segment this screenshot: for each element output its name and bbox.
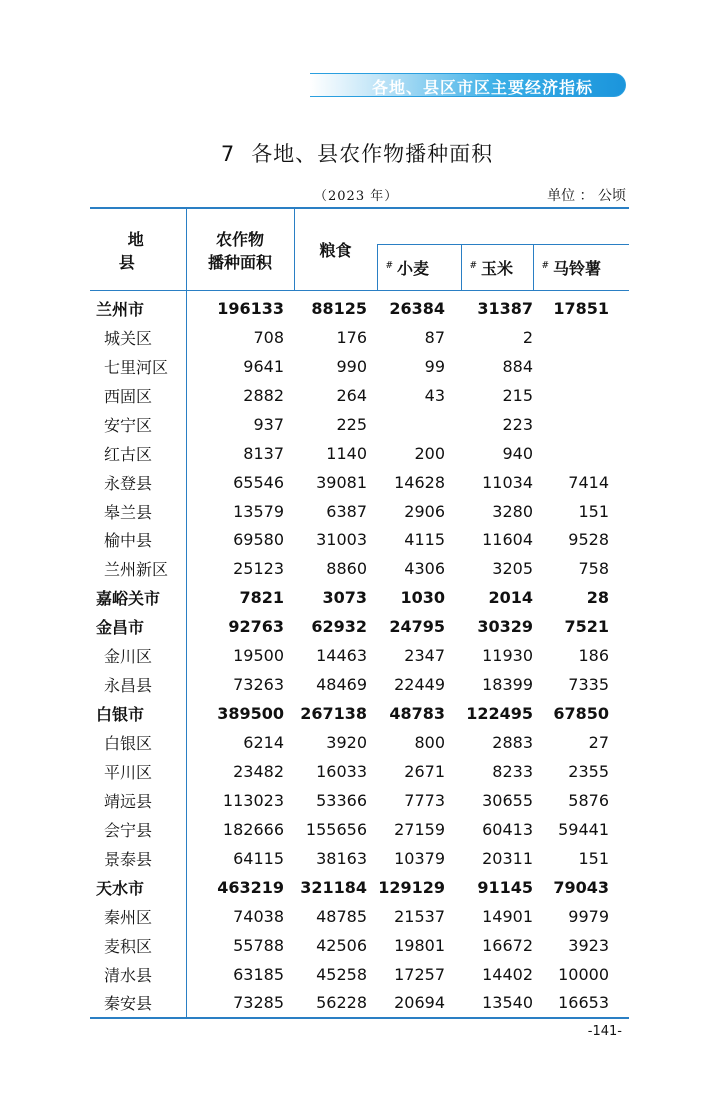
cell-potato: 5876 — [568, 790, 609, 810]
cell-area: 9641 — [186, 352, 294, 381]
cell-grain: 267138 — [300, 704, 367, 724]
cell-grain: 14463 — [316, 646, 367, 666]
table-row — [90, 757, 629, 786]
cell-wheat: 2906 — [404, 501, 445, 521]
region-name: 白银市 — [96, 705, 145, 725]
cell-wheat: 14628 — [394, 472, 445, 492]
region-name: 景泰县 — [104, 849, 153, 869]
cell-area: 13579 — [186, 497, 294, 526]
cell-potato: 151 — [578, 848, 609, 868]
region-name: 红古区 — [104, 444, 153, 464]
cell-grain: 53366 — [316, 790, 367, 810]
cell-grain: 88125 — [311, 298, 367, 318]
cell-potato — [533, 381, 629, 410]
region-name: 榆中县 — [104, 531, 153, 551]
table-row — [90, 352, 629, 381]
cell-wheat: 17257 — [394, 964, 445, 984]
cell-grain: 8860 — [326, 559, 367, 579]
table-row — [90, 291, 629, 323]
cell-grain: 31003 — [316, 530, 367, 550]
cell-potato: 79043 — [553, 877, 609, 897]
region-name: 会宁县 — [104, 820, 153, 840]
cell-wheat: 24795 — [389, 617, 445, 637]
cell-potato: 59441 — [558, 819, 609, 839]
cell-wheat — [377, 410, 461, 439]
cell-wheat: 27159 — [394, 819, 445, 839]
cell-grain: 48469 — [316, 675, 367, 695]
table-row — [90, 873, 629, 902]
region-name: 皋兰县 — [104, 502, 153, 522]
table-row — [90, 989, 629, 1019]
unit-note: 单位 ： 公顷 — [547, 188, 626, 204]
cell-wheat: 4115 — [404, 530, 445, 550]
cell-corn: 16672 — [482, 935, 533, 955]
table-row — [90, 844, 629, 873]
cell-wheat: 48783 — [389, 704, 445, 724]
cell-potato: 17851 — [553, 298, 609, 318]
cell-corn: 8233 — [492, 761, 533, 781]
cell-area: 69580 — [186, 526, 294, 555]
region-name: 嘉峪关市 — [96, 589, 161, 609]
cell-area: 708 — [186, 323, 294, 352]
region-name: 白银区 — [104, 734, 153, 754]
region-name: 安宁区 — [104, 415, 153, 435]
cell-grain: 155656 — [305, 819, 367, 839]
cell-corn: 30655 — [482, 790, 533, 810]
cell-grain: 3920 — [326, 733, 367, 753]
cell-corn: 223 — [502, 414, 533, 434]
cell-potato: 7521 — [564, 617, 609, 637]
cell-wheat: 87 — [424, 327, 445, 347]
region-name: 秦安县 — [90, 989, 186, 1019]
table-row — [90, 902, 629, 931]
cell-potato: 9528 — [568, 530, 609, 550]
region-name: 麦积区 — [104, 936, 153, 956]
cell-corn: 884 — [502, 356, 533, 376]
cell-corn: 91145 — [477, 877, 533, 897]
cell-grain: 45258 — [316, 964, 367, 984]
cell-area: 23482 — [186, 757, 294, 786]
cell-wheat: 200 — [414, 443, 445, 463]
cell-area: 64115 — [186, 844, 294, 873]
cell-wheat: 21537 — [394, 906, 445, 926]
page-title — [0, 138, 714, 168]
cell-corn: 30329 — [477, 617, 533, 637]
region-name: 城关区 — [104, 328, 153, 348]
cell-grain: 39081 — [316, 472, 367, 492]
table-row — [90, 786, 629, 815]
cell-grain: 16033 — [316, 761, 367, 781]
cell-area: 65546 — [186, 468, 294, 497]
table-row — [90, 439, 629, 468]
cell-area: 25123 — [186, 554, 294, 583]
cell-grain: 990 — [336, 356, 367, 376]
section-banner — [310, 73, 626, 97]
cell-wheat: 2347 — [404, 646, 445, 666]
cell-area: 19500 — [186, 641, 294, 670]
header-potato: # 马铃薯 — [533, 245, 629, 291]
cell-wheat: 7773 — [404, 790, 445, 810]
cell-corn: 11930 — [482, 646, 533, 666]
cell-grain: 48785 — [316, 906, 367, 926]
cell-potato: 2355 — [568, 761, 609, 781]
cell-potato: 7414 — [568, 472, 609, 492]
cell-corn: 215 — [502, 385, 533, 405]
cell-area: 92763 — [186, 612, 294, 641]
region-name: 平川区 — [104, 762, 153, 782]
cell-grain: 3073 — [322, 588, 367, 608]
cell-wheat: 43 — [424, 385, 445, 405]
cell-grain: 56228 — [294, 989, 377, 1019]
cell-area: 6214 — [186, 728, 294, 757]
cell-wheat: 2671 — [404, 761, 445, 781]
table-body — [90, 291, 629, 1019]
cell-area: 113023 — [186, 786, 294, 815]
cell-potato: 7335 — [568, 675, 609, 695]
table-row — [90, 526, 629, 555]
table-row — [90, 960, 629, 989]
cell-corn: 2 — [522, 327, 533, 347]
cell-potato: 3923 — [568, 935, 609, 955]
cell-area: 2882 — [186, 381, 294, 410]
cell-grain: 321184 — [300, 877, 367, 897]
cell-corn: 20311 — [482, 848, 533, 868]
header-sown-area: 农作物 播种面积 — [186, 208, 294, 291]
cell-wheat: 129129 — [378, 877, 445, 897]
cell-potato: 10000 — [558, 964, 609, 984]
cell-corn: 3280 — [492, 501, 533, 521]
region-name: 靖远县 — [104, 791, 153, 811]
cell-potato: 758 — [578, 559, 609, 579]
table-row — [90, 497, 629, 526]
cell-wheat: 19801 — [394, 935, 445, 955]
cell-potato: 151 — [578, 501, 609, 521]
table-row — [90, 699, 629, 728]
header-grain: 粮食 — [294, 208, 377, 291]
cell-potato — [533, 323, 629, 352]
table-row — [90, 583, 629, 612]
cell-corn: 940 — [502, 443, 533, 463]
table-row — [90, 641, 629, 670]
table-row — [90, 468, 629, 497]
region-name: 天水市 — [96, 878, 145, 898]
year-note: （2023 年） — [314, 189, 399, 204]
cell-corn: 2883 — [492, 733, 533, 753]
cell-wheat: 10379 — [394, 848, 445, 868]
cell-grain: 1140 — [326, 443, 367, 463]
table-title: 各地、县农作物播种面积 — [251, 142, 494, 166]
cell-potato: 186 — [578, 646, 609, 666]
cell-potato — [533, 439, 629, 468]
cell-wheat: 800 — [414, 733, 445, 753]
cell-wheat: 26384 — [389, 298, 445, 318]
cell-corn: 3205 — [492, 559, 533, 579]
table-row — [90, 612, 629, 641]
table-row — [90, 815, 629, 844]
region-name: 永昌县 — [104, 676, 153, 696]
cell-corn: 14901 — [482, 906, 533, 926]
header-region: 地 县 — [90, 208, 186, 291]
cell-area: 8137 — [186, 439, 294, 468]
cell-area: 182666 — [186, 815, 294, 844]
cell-corn: 122495 — [466, 704, 533, 724]
table-row — [90, 323, 629, 352]
cell-area: 73285 — [186, 989, 294, 1019]
cell-wheat: 4306 — [404, 559, 445, 579]
header-wheat: # 小麦 — [377, 245, 461, 291]
cell-area: 389500 — [186, 699, 294, 728]
cell-potato: 16653 — [533, 989, 629, 1019]
cell-potato — [533, 352, 629, 381]
cell-area: 74038 — [186, 902, 294, 931]
cell-area: 937 — [186, 410, 294, 439]
cell-area: 196133 — [186, 291, 294, 323]
cell-corn: 14402 — [482, 964, 533, 984]
page-number: -141- — [587, 1024, 622, 1039]
cell-potato: 28 — [586, 588, 609, 608]
table-row — [90, 670, 629, 699]
region-name: 金川区 — [104, 647, 153, 667]
cell-grain: 225 — [336, 414, 367, 434]
cell-corn: 31387 — [477, 298, 533, 318]
cell-wheat: 99 — [424, 356, 445, 376]
cell-grain: 264 — [336, 385, 367, 405]
table-row — [90, 728, 629, 757]
region-name: 秦州区 — [104, 907, 153, 927]
region-name: 永登县 — [104, 473, 153, 493]
cell-potato: 27 — [588, 733, 609, 753]
cell-potato: 9979 — [568, 906, 609, 926]
cell-grain: 38163 — [316, 848, 367, 868]
cell-corn: 11604 — [482, 530, 533, 550]
table-row — [90, 931, 629, 960]
cell-area: 73263 — [186, 670, 294, 699]
cell-wheat: 1030 — [400, 588, 445, 608]
header-spacer — [377, 208, 629, 245]
table-row — [90, 554, 629, 583]
cell-corn: 60413 — [482, 819, 533, 839]
section-title: 各地、县区市区主要经济指标 — [371, 78, 593, 97]
cell-grain: 176 — [336, 327, 367, 347]
region-name: 清水县 — [104, 965, 153, 985]
table-number: 7 — [220, 142, 236, 166]
cell-area: 7821 — [186, 583, 294, 612]
cell-grain: 62932 — [311, 617, 367, 637]
cell-wheat: 20694 — [377, 989, 461, 1019]
table-row — [90, 410, 629, 439]
region-name: 西固区 — [104, 386, 153, 406]
region-name: 兰州新区 — [104, 560, 169, 580]
cell-wheat: 22449 — [394, 675, 445, 695]
sown-area-table — [90, 207, 629, 1019]
cell-corn: 2014 — [488, 588, 533, 608]
cell-corn: 11034 — [482, 472, 533, 492]
region-name: 兰州市 — [96, 299, 145, 319]
cell-area: 63185 — [186, 960, 294, 989]
cell-area: 55788 — [186, 931, 294, 960]
cell-corn: 13540 — [461, 989, 533, 1019]
header-corn: # 玉米 — [461, 245, 533, 291]
region-name: 七里河区 — [104, 357, 169, 377]
cell-area: 463219 — [186, 873, 294, 902]
cell-corn: 18399 — [482, 675, 533, 695]
region-name: 金昌市 — [96, 618, 145, 638]
cell-grain: 42506 — [316, 935, 367, 955]
cell-potato: 67850 — [553, 704, 609, 724]
cell-potato — [533, 410, 629, 439]
cell-grain: 6387 — [326, 501, 367, 521]
table-row — [90, 381, 629, 410]
